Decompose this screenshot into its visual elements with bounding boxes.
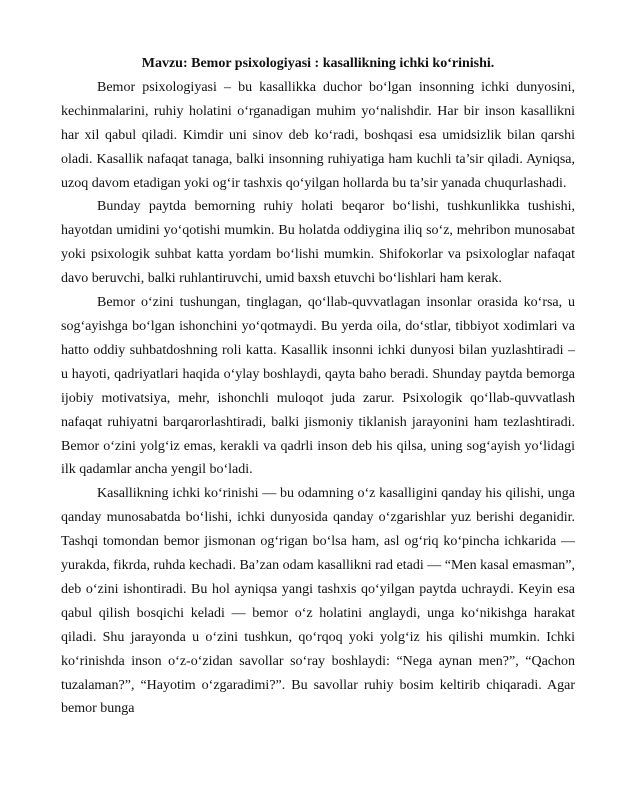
- paragraph-1: Bemor psixologiyasi – bu kasallikka duchor bo‘lgan insonning ichki dunyosini, kechinmalarini, ruhiy holatini o‘rganadigan muhim yo‘nalishdir. Har bir inson kasallikni har xil qabul qiladi. Kimdir uni sinov deb ko‘radi, boshqasi esa umidsizlik bilan qarshi oladi. Kasallik nafaqat tanaga, balki insonning ruhiyatiga ham kuchli ta’sir qiladi. Ayniqsa, uzoq davom etadigan yoki og‘ir tashxis qo‘yilgan hollarda bu ta’sir yanada chuqurlashadi.: [61, 79, 575, 191]
- paragraph-3: Bemor o‘zini tushungan, tinglagan, qo‘llab-quvvatlagan insonlar orasida ko‘rsa, u sog‘ayishga bo‘lgan ishonchini yo‘qotmaydi. Bu yerda oila, do‘stlar, tibbiyot xodimlari va hatto oddiy suhbatdoshning roli katta. Kasallik insonni ichki dunyosi bilan yuzlashtiradi – u hayoti, qadriyatlari haqida o‘ylay boshlaydi, qayta baho beradi. Shunday paytda bemorga ijobiy motivatsiya, mehr, ishonchli muloqot juda zarur. Psixologik qo‘llab-quvvatlash nafaqat ruhiyatni barqarorlashtiradi, balki jismoniy tiklanish jarayonini ham tezlashtiradi. Bemor o‘zini yolg‘iz emas, kerakli va qadrli inson deb his qilsa, uning sog‘ayish yo‘lidagi ilk qadamlar ancha yengil bo‘ladi.: [61, 295, 575, 478]
- paragraph-4: Kasallikning ichki ko‘rinishi — bu odamning o‘z kasalligini qanday his qilishi, unga qanday munosabatda bo‘lishi, ichki dunyosida qanday o‘zgarishlar yuz berishi deganidir. Tashqi tomondan bemor jismonan og‘rigan bo‘lsa ham, asl og‘riq ko‘pincha ichkarida — yurakda, fikrda, ruhda kechadi. Ba’zan odam kasallikni rad etadi — “Men kasal emasman”, deb o‘zini ishontiradi. Bu hol ayniqsa yangi tashxis qo‘yilgan paytda uchraydi. Keyin esa qabul qilish bosqichi keladi — bemor o‘z holatini anglaydi, unga ko‘nikishga harakat qiladi. Shu jarayonda u o‘zini tushkun, qo‘rqoq yoki yolg‘iz his qilishi mumkin. Ichki ko‘rinishda inson o‘z-o‘zidan savollar so‘ray boshlaydi: “Nega aynan men?”, “Qachon tuzalaman?”, “Hayotim o‘zgaradimi?”. Bu savollar ruhiy bosim keltirib chiqaradi. Agar bemor bunga: [61, 486, 575, 717]
- document-title: Mavzu: Bemor psixologiyasi : kasallikning ichki ko‘rinishi.: [141, 56, 495, 71]
- document-body: [61, 52, 575, 721]
- paragraph-2: Bunday paytda bemorning ruhiy holati beqaror bo‘lishi, tushkunlikka tushishi, hayotdan umidini yo‘qotishi mumkin. Bu holatda oddiygina iliq so‘z, mehribon munosabat yoki psixologik suhbat katta yordam bo‘lishi mumkin. Shifokorlar va psixologlar nafaqat davo beruvchi, balki ruhlantiruvchi, umid baxsh etuvchi bo‘lishlari ham kerak.: [61, 199, 575, 287]
